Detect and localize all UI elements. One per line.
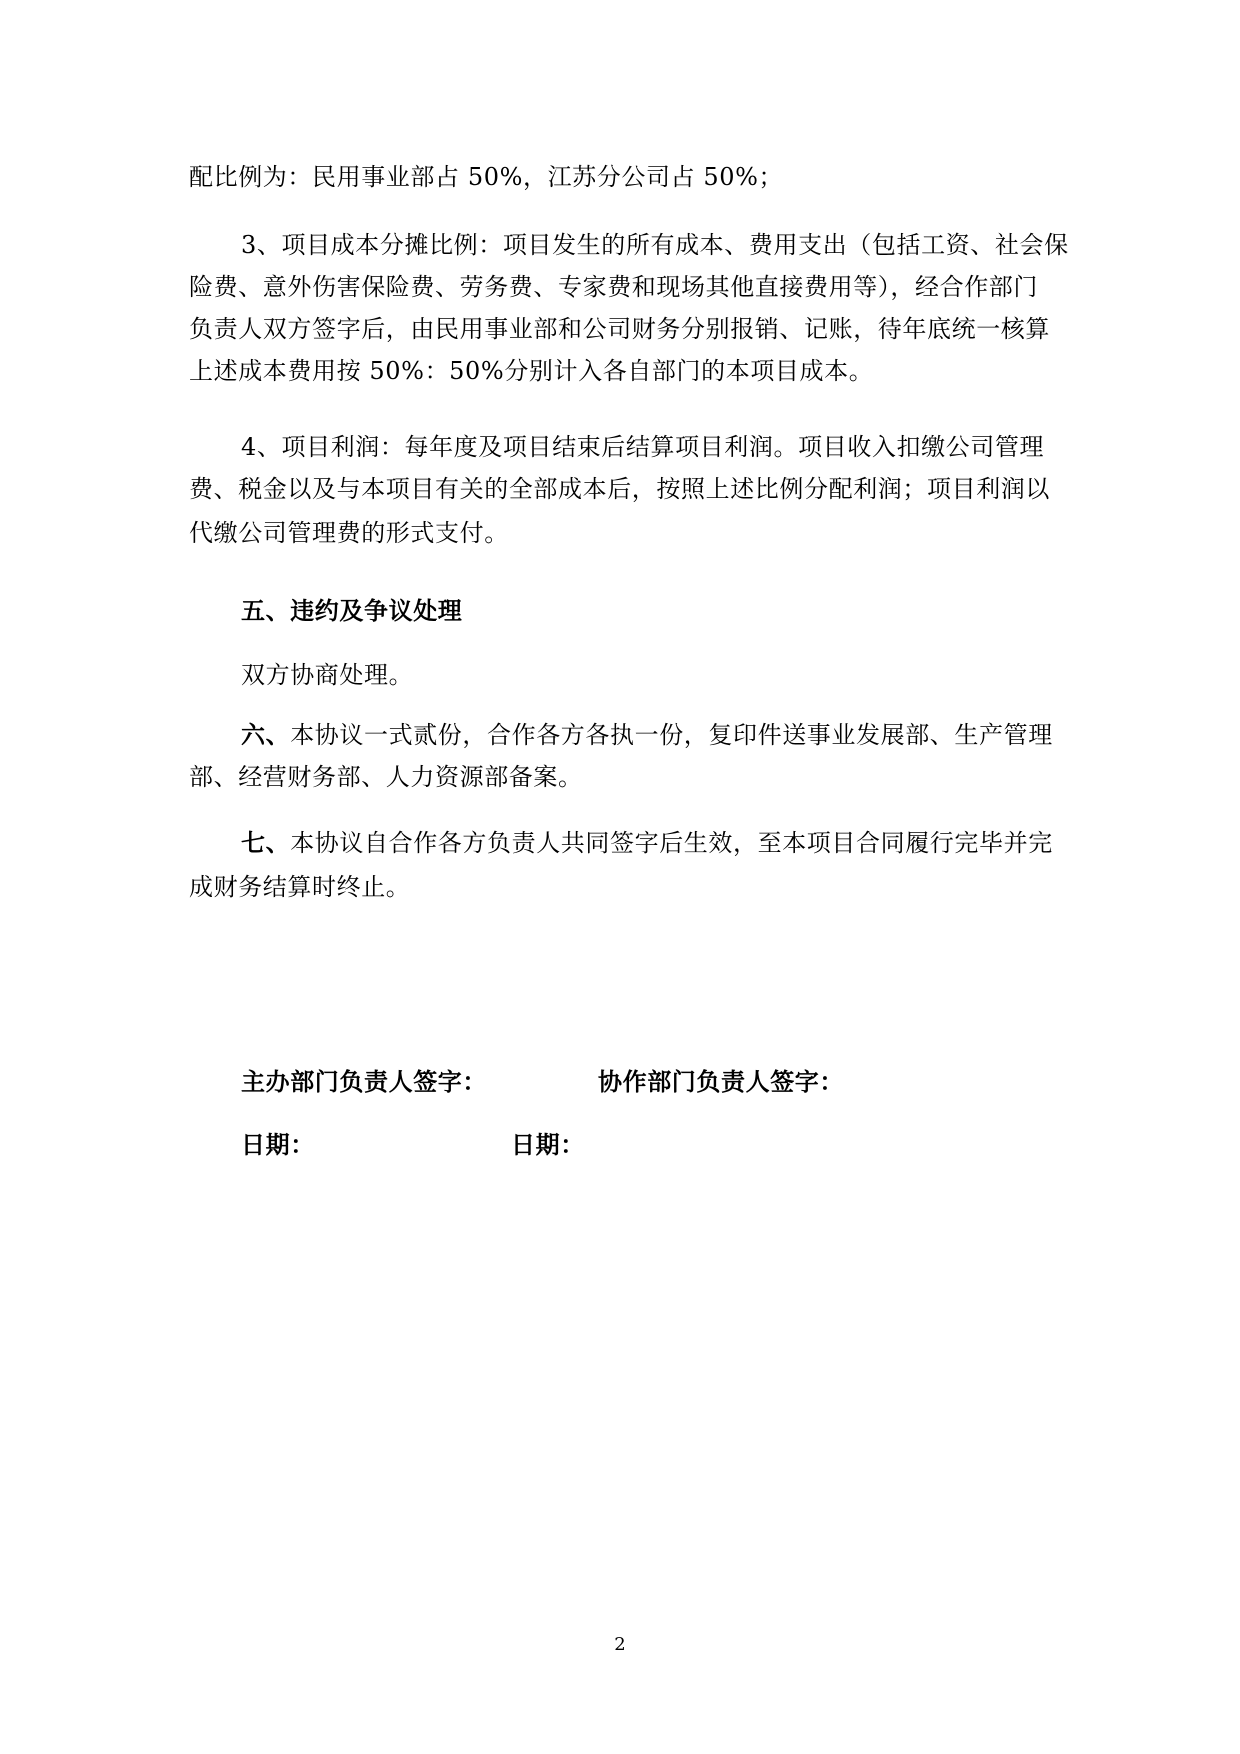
host-date-label: 日期： <box>241 1130 315 1159</box>
item-seven-label: 七、 <box>241 828 291 857</box>
page-number: 2 <box>614 1634 626 1655</box>
host-signature-label: 主办部门负责人签字： <box>241 1067 487 1096</box>
section-heading: 五、违约及争议处理 <box>241 596 463 625</box>
partner-date-label: 日期： <box>511 1130 585 1159</box>
paragraph-line: 3、项目成本分摊比例：项目发生的所有成本、费用支出（包括工资、社会保 <box>241 231 1069 259</box>
paragraph-line <box>241 826 1059 860</box>
paragraph-line <box>241 718 1059 752</box>
paragraph-line: 配比例为：民用事业部占 50%，江苏分公司占 50%； <box>189 163 784 191</box>
paragraph-line: 上述成本费用按 50%：50%分别计入各自部门的本项目成本。 <box>189 357 874 385</box>
paragraph-line: 双方协商处理。 <box>241 661 414 689</box>
paragraph-line: 4、项目利润：每年度及项目结束后结算项目利润。项目收入扣缴公司管理 <box>241 433 1045 461</box>
paragraph-line: 部、经营财务部、人力资源部备案。 <box>189 763 583 791</box>
paragraph-line: 费、税金以及与本项目有关的全部成本后，按照上述比例分配利润；项目利润以 <box>189 475 1050 503</box>
paragraph-line: 成财务结算时终止。 <box>189 873 411 901</box>
paragraph-line: 代缴公司管理费的形式支付。 <box>189 519 509 547</box>
item-six-text: 本协议一式贰份，合作各方各执一份，复印件送事业发展部、生产管理 <box>290 721 1053 749</box>
partner-signature-label: 协作部门负责人签字： <box>598 1067 844 1096</box>
paragraph-line: 负责人双方签字后，由民用事业部和公司财务分别报销、记账，待年底统一核算 <box>189 315 1050 343</box>
item-six-label: 六、 <box>241 720 291 749</box>
paragraph-line: 险费、意外伤害保险费、劳务费、专家费和现场其他直接费用等），经合作部门 <box>189 273 1038 301</box>
item-seven-text: 本协议自合作各方负责人共同签字后生效，至本项目合同履行完毕并完 <box>290 829 1053 857</box>
